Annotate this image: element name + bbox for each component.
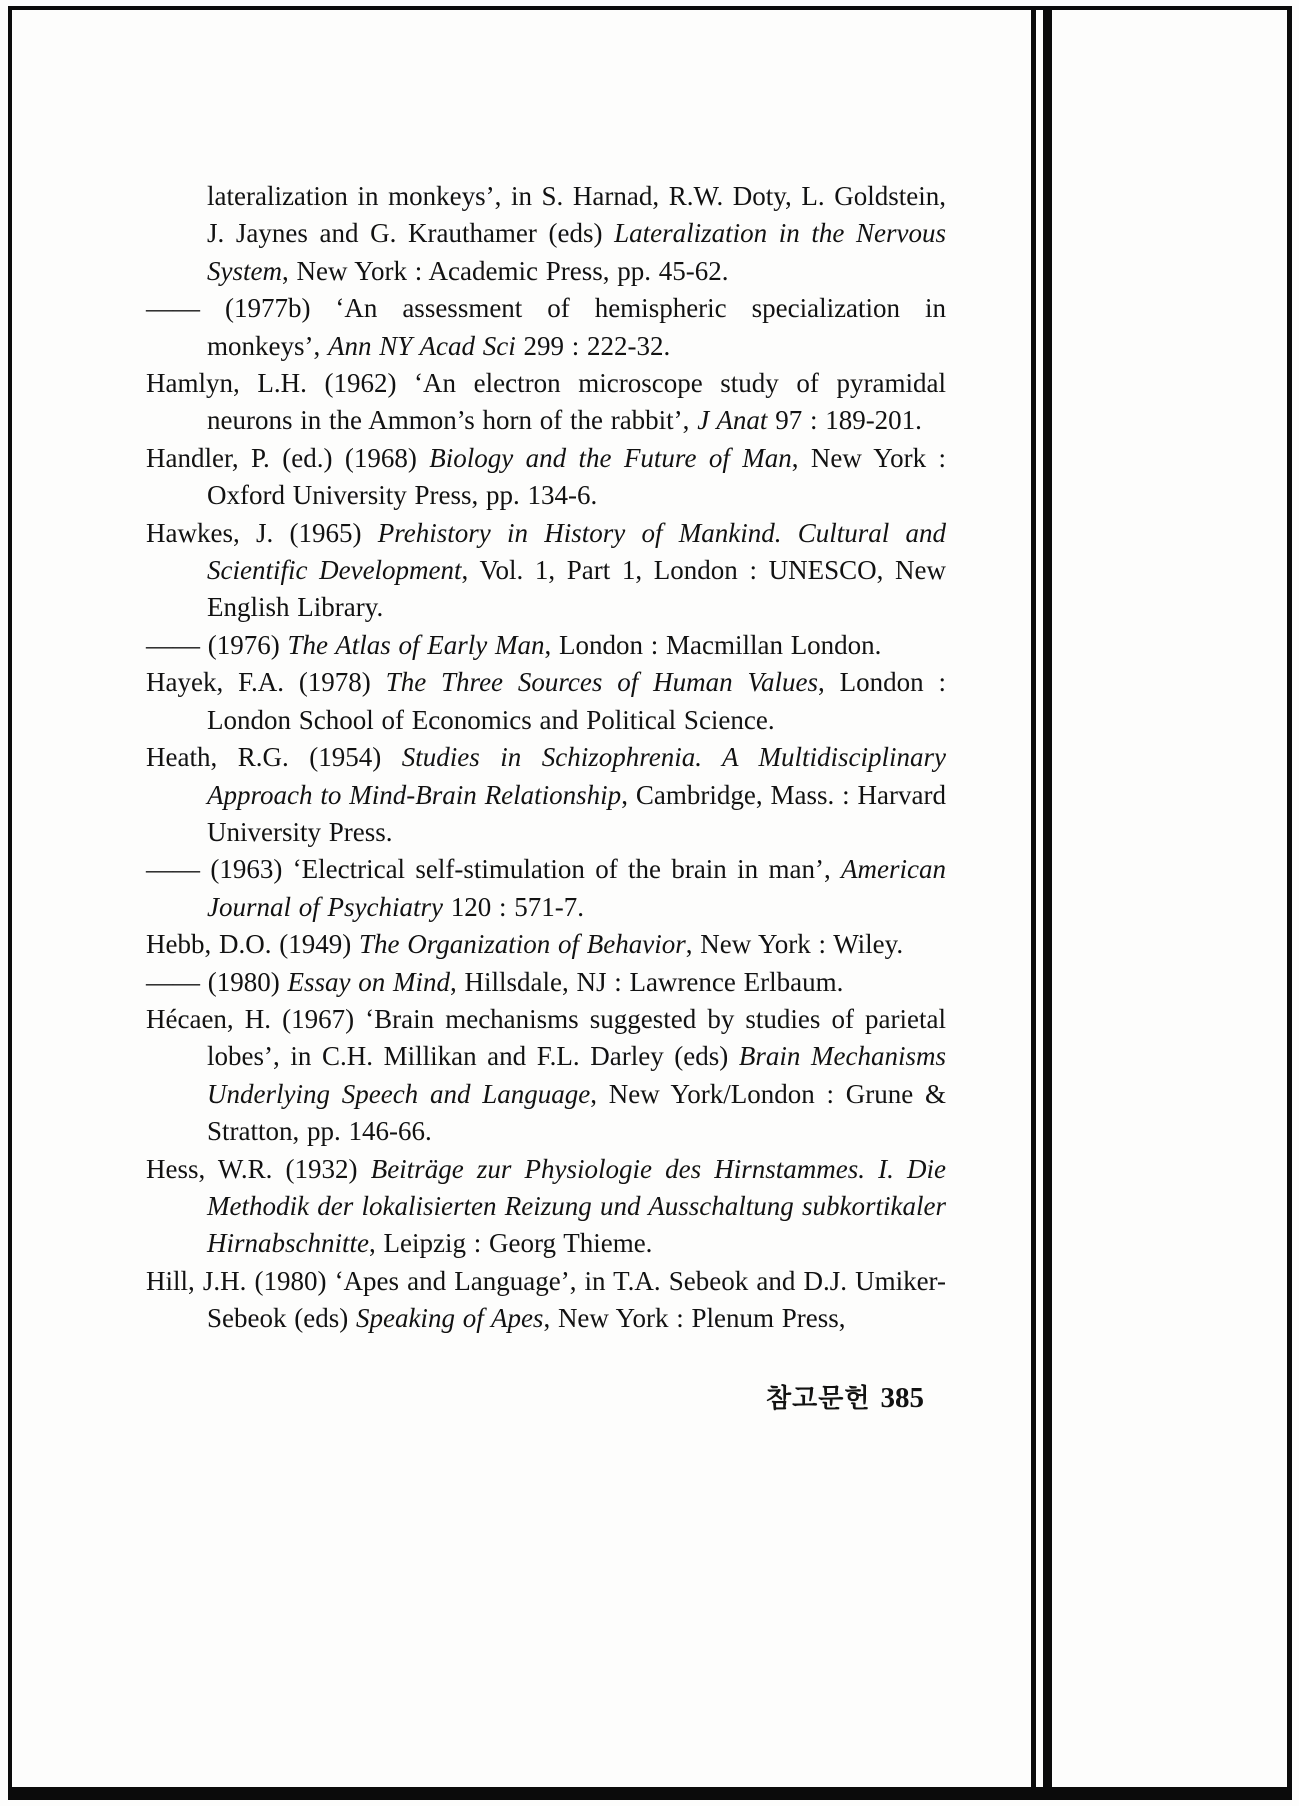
reference-text-segment: Hécaen, H. (1967) ‘Brain mechanisms suggested by studies of parietal lobes’, in C.H. Millikan and F.L. Darley (eds) — [146, 1003, 946, 1072]
reference-title-segment: Ann NY Acad Sci — [327, 330, 516, 361]
reference-text-segment: Hess, W.R. (1932) — [146, 1153, 371, 1184]
reference-text-segment: , Hillsdale, NJ : Lawrence Erlbaum. — [449, 966, 844, 997]
reference-text-segment: , New York : Plenum Press, — [543, 1303, 846, 1334]
reference-title-segment: Brain Mechanisms Underlying Speech and Language — [207, 1041, 946, 1109]
reference-text-segment: , Vol. 1, Part 1, London : UNESCO, New English Library. — [207, 555, 946, 623]
reference-text-segment: , London : Macmillan London. — [544, 629, 882, 660]
reference-text-segment: , New York : Wiley. — [685, 929, 904, 960]
reference-title-segment: The Organization of Behavior — [358, 929, 686, 960]
reference-entry — [146, 440, 946, 515]
reference-entry — [146, 178, 946, 290]
reference-text-segment: , New York : Oxford University Press, pp. 134-6. — [207, 442, 946, 511]
reference-entry — [146, 964, 946, 1001]
reference-entry — [146, 290, 946, 365]
reference-title-segment: Biology and the Future of Man — [429, 442, 792, 473]
reference-title-segment: The Atlas of Early Man — [287, 629, 545, 660]
reference-text-segment: —— (1980) — [146, 966, 288, 997]
reference-entry — [146, 926, 946, 963]
reference-text-segment: Hayek, F.A. (1978) — [146, 667, 386, 698]
reference-title-segment: Beiträge zur Physiologie des Hirnstammes. I. Die Methodik der lokalisierten Reizung und Ausschaltung subkortikaler Hirnabschnitte — [207, 1153, 946, 1259]
reference-text-segment: —— (1963) ‘Electrical self-stimulation of the brain in man’, — [146, 854, 842, 885]
reference-text-segment: Heath, R.G. (1954) — [146, 742, 402, 773]
reference-text-segment: lateralization in monkeys’, in S. Harnad, R.W. Doty, L. Goldstein, J. Jaynes and G. Krauthamer (eds) — [207, 181, 946, 249]
reference-entry — [146, 365, 946, 440]
footer-section-label: 참고문헌 — [766, 1384, 871, 1414]
reference-text-segment: 97 : 189-201. — [767, 405, 922, 436]
reference-entry — [146, 851, 946, 926]
reference-text-segment: Handler, P. (ed.) (1968) — [146, 442, 430, 473]
reference-text-segment: 299 : 222-32. — [515, 330, 671, 361]
reference-title-segment: Speaking of Apes — [355, 1303, 544, 1334]
reference-text-segment: 120 : 571-7. — [442, 891, 584, 922]
reference-text-segment: , New York : Academic Press, pp. 45-62. — [281, 255, 729, 286]
reference-text-segment: , London : London School of Economics and Political Science. — [207, 667, 946, 735]
page-number: 385 — [880, 1382, 924, 1414]
reference-entry — [146, 664, 946, 739]
page-edge-line — [1031, 6, 1036, 1800]
reference-text-segment: Hawkes, J. (1965) — [146, 517, 378, 548]
reference-title-segment: American Journal of Psychiatry — [207, 854, 946, 922]
reference-text-segment: , Leipzig : Georg Thieme. — [369, 1228, 653, 1259]
reference-text-segment: , New York/London : Grune & Stratton, pp. 146-66. — [207, 1078, 946, 1147]
reference-text-segment: Hamlyn, L.H. (1962) ‘An electron microscope study of pyramidal neurons in the Ammon’s horn of the rabbit’, — [146, 368, 946, 436]
reference-text-segment: Hill, J.H. (1980) ‘Apes and Language’, in T.A. Sebeok and D.J. Umiker-Sebeok (eds) — [146, 1265, 946, 1334]
reference-title-segment: J Anat — [697, 405, 768, 436]
reference-title-segment: The Three Sources of Human Values — [385, 667, 818, 698]
reference-title-segment: Prehistory in History of Mankind. Cultural and Scientific Development — [207, 517, 946, 586]
reference-text-segment: , Cambridge, Mass. : Harvard University Press. — [207, 779, 946, 847]
reference-entry — [146, 1151, 946, 1263]
reference-entry — [146, 1001, 946, 1151]
reference-entry — [146, 739, 946, 851]
page-edge-line — [1043, 6, 1052, 1800]
reference-title-segment: Lateralization in the Nervous System — [207, 218, 946, 286]
reference-title-segment: Essay on Mind — [287, 966, 450, 997]
reference-text-segment: Hebb, D.O. (1949) — [146, 929, 359, 960]
references-list — [146, 178, 946, 1338]
reference-entry — [146, 627, 946, 664]
reference-title-segment: Studies in Schizophrenia. A Multidisciplinary Approach to Mind-Brain Relationship — [207, 742, 946, 810]
reference-text-segment: —— (1977b) ‘An assessment of hemispheric specialization in monkeys’, — [146, 293, 946, 361]
page-footer — [146, 1378, 924, 1415]
reference-entry — [146, 515, 946, 627]
reference-entry — [146, 1263, 946, 1338]
reference-text-segment: —— (1976) — [146, 629, 288, 660]
